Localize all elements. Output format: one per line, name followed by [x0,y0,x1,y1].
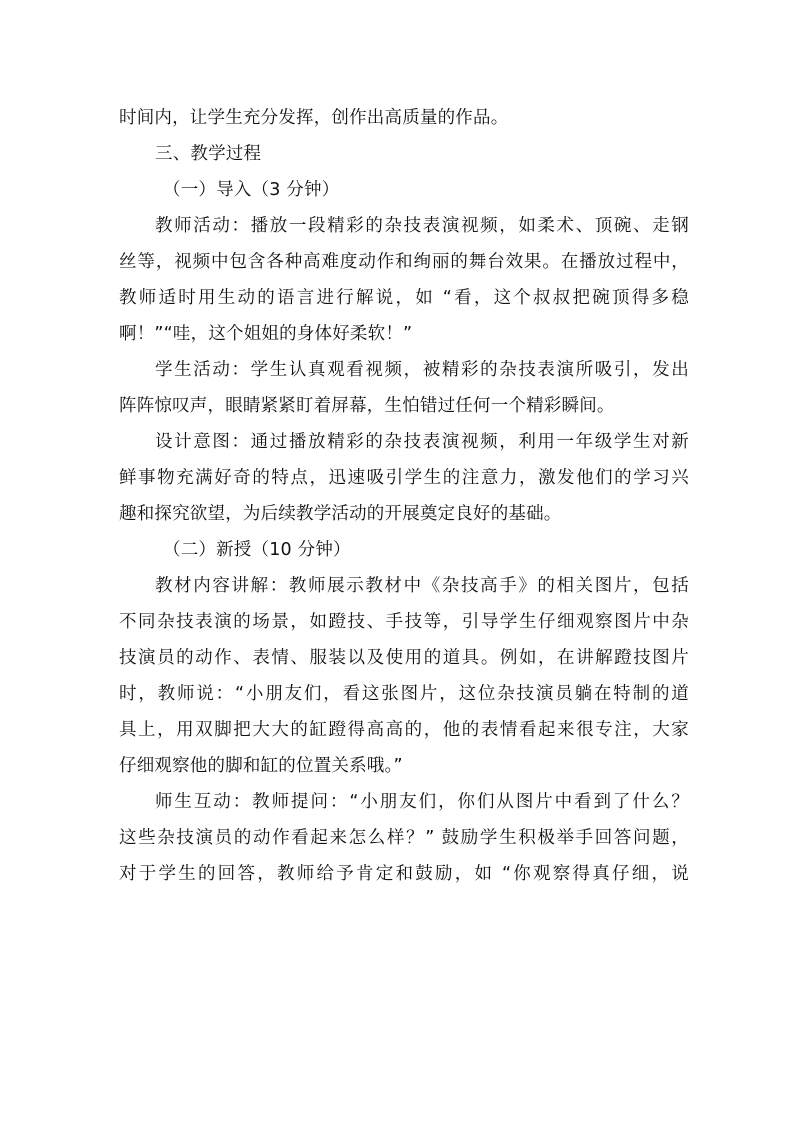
paragraph-line: 阵阵惊叹声，眼睛紧紧盯着屏幕，生怕错过任何一个精彩瞬间。 [119,396,615,416]
paragraph-line: 技演员的动作、表情、服装以及使用的道具。例如，在讲解蹬技图片 [119,648,689,668]
paragraph-line: 师生互动：教师提问：“小朋友们，你们从图片中看到了什么？ [155,792,689,812]
paragraph-line: 教师活动：播放一段精彩的杂技表演视频，如柔术、顶碗、走钢 [155,216,689,236]
paragraph-line: 这些杂技演员的动作看起来怎么样？” 鼓励学生积极举手回答问题， [119,828,689,848]
paragraph-line: 趣和探究欲望，为后续教学活动的开展奠定良好的基础。 [119,504,562,524]
paragraph-line: 不同杂技表演的场景，如蹬技、手技等，引导学生仔细观察图片中杂 [119,612,689,632]
section-heading: 三、教学过程 [155,144,262,164]
paragraph-line: 丝等，视频中包含各种高难度动作和绚丽的舞台效果。在播放过程中， [119,252,689,272]
paragraph-line: 教师适时用生动的语言进行解说，如 “看，这个叔叔把碗顶得多稳 [119,288,689,308]
paragraph-line: 啊！”“哇，这个姐姐的身体好柔软！” [119,324,413,344]
paragraph-line: 学生活动：学生认真观看视频，被精彩的杂技表演所吸引，发出 [155,360,689,380]
paragraph-line: 对于学生的回答，教师给予肯定和鼓励，如 “你观察得真仔细，说 [119,864,689,884]
paragraph-line: 时间内，让学生充分发挥，创作出高质量的作品。 [119,108,509,128]
subsection-heading: （一）导入（3 分钟） [163,180,340,200]
paragraph-line: 设计意图：通过播放精彩的杂技表演视频，利用一年级学生对新 [155,432,689,452]
paragraph-line: 具上，用双脚把大大的缸蹬得高高的，他的表情看起来很专注，大家 [119,720,689,740]
paragraph-line: 仔细观察他的脚和缸的位置关系哦。” [119,756,403,776]
subsection-heading: （二）新授（10 分钟） [163,540,351,560]
paragraph-line: 时，教师说：“小朋友们，看这张图片，这位杂技演员躺在特制的道 [119,684,689,704]
document-body [119,100,689,892]
paragraph-line: 鲜事物充满好奇的特点，迅速吸引学生的注意力，激发他们的学习兴 [119,468,689,488]
paragraph-line: 教材内容讲解：教师展示教材中《杂技高手》的相关图片，包括 [155,576,689,596]
